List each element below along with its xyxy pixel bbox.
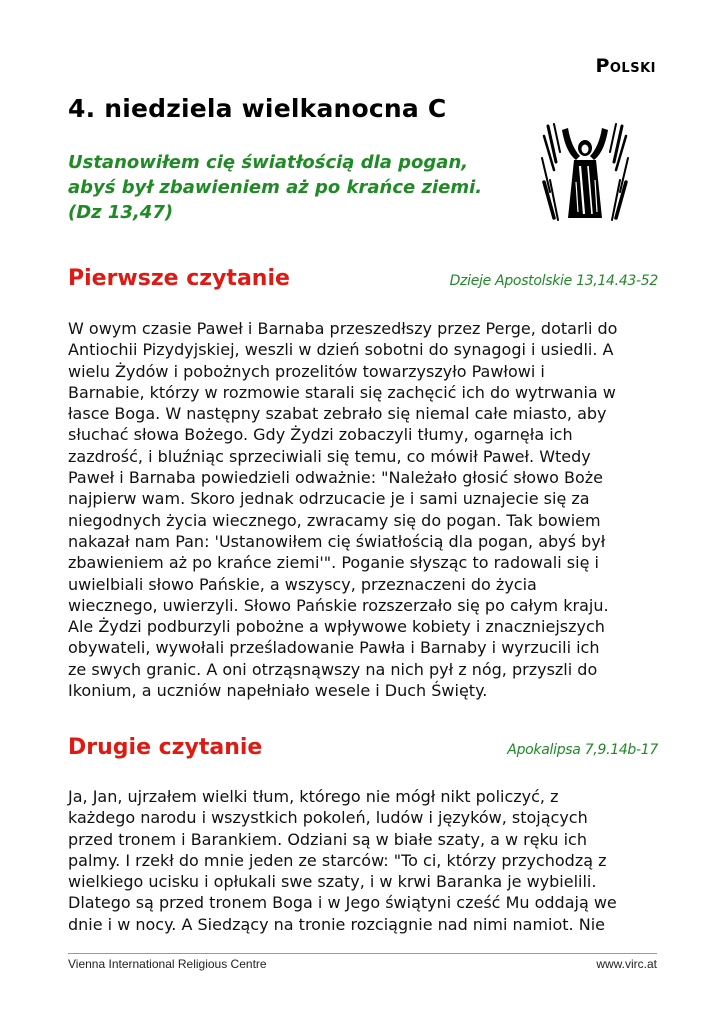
text-line: Barnabie, którzy w rozmowie starali się zachęcić ich do wytrwania w: [68, 382, 616, 402]
reading2-heading: Drugie czytanie: [68, 735, 263, 760]
reading1-heading: Pierwsze czytanie: [68, 266, 290, 291]
text-line: Antiochii Pizydyjskiej, weszli w dzień sobotni do synagogi i usiedli. A: [68, 340, 614, 360]
text-line: uwielbiali słowo Pańskie, a wszyscy, przeznaczeni do życia: [68, 574, 537, 594]
text-line: W owym czasie Paweł i Barnaba przeszedłszy przez Perge, dotarli do: [68, 319, 618, 338]
motto: [68, 150, 488, 225]
text-line: łasce Boga. W następny szabat zebrało się niemal całe miasto, aby: [68, 404, 607, 424]
text-line: obywateli, wywołali prześladowanie Pawła i Barnaby i wyrzucili ich: [68, 638, 600, 658]
text-line: wielkiego ucisku i opłukali swe szaty, i w krwi Baranka je wybielili.: [68, 872, 597, 892]
text-line: Ja, Jan, ujrzałem wielki tłum, którego nie mógł nikt policzyć, z: [68, 787, 559, 806]
reading1-header: [68, 266, 658, 291]
footer-website-link[interactable]: www.virc.at: [596, 957, 657, 971]
text-line: Paweł i Barnaba powiedzieli odważnie: "Należało głosić słowo Boże: [68, 468, 604, 488]
text-line: wielu Żydów i pobożnych prozelitów towarzyszyło Pawłowi i: [68, 361, 545, 381]
text-line: nakazał nam Pan: 'Ustanowiłem cię światłością dla pogan, abyś był: [68, 531, 606, 551]
motto-line: (Dz 13,47): [68, 202, 174, 223]
text-line: ze swych granic. A oni otrząsnąwszy na nich pył z nóg, przyszli do: [68, 659, 598, 679]
text-line: przed tronem i Barankiem. Odziani są w białe szaty, a w ręku ich: [68, 829, 587, 849]
text-line: niegodnych życia wiecznego, zwracamy się do pogan. Tak bowiem: [68, 510, 601, 530]
reading1-text: [68, 318, 668, 701]
reading2-text: [68, 786, 668, 935]
reading2-header: [68, 735, 658, 760]
motto-line: Ustanowiłem cię światłością dla pogan,: [68, 152, 469, 173]
risen-christ-illustration: [540, 122, 630, 222]
text-line: słuchać słowa Bożego. Gdy Żydzi zobaczyli tłumy, ogarnęła ich: [68, 425, 573, 445]
reading1-reference: Dzieje Apostolskie 13,14.43-52: [449, 273, 658, 289]
reading2-reference: Apokalipsa 7,9.14b-17: [507, 742, 658, 758]
text-line: Ikonium, a uczniów napełniało wesele i Duch Święty.: [68, 681, 488, 701]
text-line: najpierw wam. Skoro jednak odrzucacie je i sami uznajecie się za: [68, 489, 590, 509]
text-line: wiecznego, uwierzyli. Słowo Pańskie rozszerzało się po całym kraju.: [68, 595, 609, 615]
text-line: dnie i w nocy. A Siedzący na tronie rozciągnie nad nimi namiot. Nie: [68, 914, 605, 934]
text-line: zbawieniem aż po krańce ziemi'". Poganie słysząc to radowali się i: [68, 553, 599, 573]
text-line: palmy. I rzekł do mnie jeden ze starców: "To ci, którzy przychodzą z: [68, 850, 607, 870]
text-line: każdego narodu i wszystkich pokoleń, ludów i języków, stojących: [68, 808, 588, 828]
text-line: zazdrość, i bluźniąc sprzeciwiali się temu, co mówił Paweł. Wtedy: [68, 446, 591, 466]
language-label: Polski: [595, 55, 656, 77]
text-line: Dlatego są przed tronem Boga i w Jego świątyni cześć Mu oddają we: [68, 893, 617, 913]
footer-divider: [68, 953, 657, 954]
footer-organization: Vienna International Religious Centre: [68, 957, 267, 971]
text-line: Ale Żydzi podburzyli pobożne a wpływowe kobiety i znaczniejszych: [68, 617, 605, 637]
page-title: 4. niedziela wielkanocna C: [68, 94, 447, 123]
motto-line: abyś był zbawieniem aż po krańce ziemi.: [68, 177, 483, 198]
